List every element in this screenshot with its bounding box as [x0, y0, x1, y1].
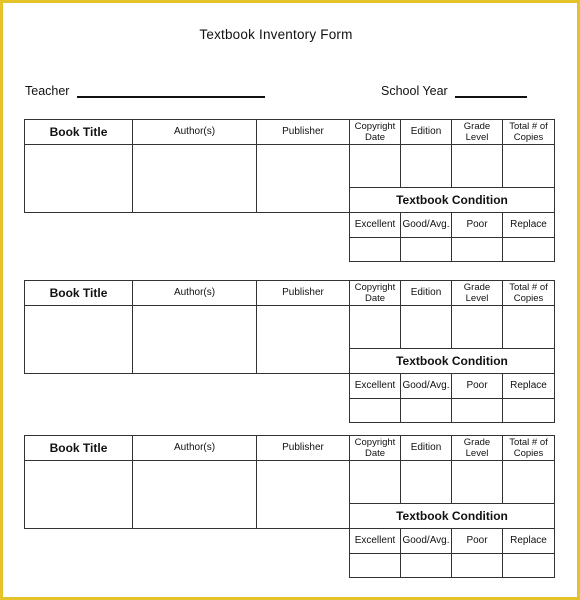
header-good-avg: Good/Avg. — [400, 373, 452, 399]
poor-cell[interactable] — [451, 553, 503, 578]
poor-cell[interactable] — [451, 398, 503, 423]
excellent-cell[interactable] — [349, 553, 401, 578]
header-good-avg: Good/Avg. — [400, 212, 452, 238]
copyright-date-cell[interactable] — [349, 305, 401, 349]
teacher-input-line[interactable] — [77, 82, 265, 98]
grade-level-cell[interactable] — [451, 305, 503, 349]
header-replace: Replace — [502, 212, 555, 238]
publisher-cell[interactable] — [256, 460, 350, 529]
replace-cell[interactable] — [502, 237, 555, 262]
authors-cell[interactable] — [132, 305, 257, 374]
grade-level-cell[interactable] — [451, 144, 503, 188]
teacher-field — [25, 82, 265, 98]
edition-cell[interactable] — [400, 305, 452, 349]
header-grade-level: Grade Level — [451, 435, 503, 461]
header-total-copies: Total # of Copies — [502, 280, 555, 306]
total-copies-cell[interactable] — [502, 460, 555, 504]
copyright-date-cell[interactable] — [349, 460, 401, 504]
header-excellent: Excellent — [349, 212, 401, 238]
inventory-block-2 — [24, 280, 555, 423]
good-avg-cell[interactable] — [400, 237, 452, 262]
school-year-label: School Year — [381, 84, 448, 98]
good-avg-cell[interactable] — [400, 553, 452, 578]
excellent-cell[interactable] — [349, 398, 401, 423]
header-edition: Edition — [400, 119, 452, 145]
grade-level-cell[interactable] — [451, 460, 503, 504]
header-replace: Replace — [502, 373, 555, 399]
header-authors: Author(s) — [132, 119, 257, 145]
replace-cell[interactable] — [502, 398, 555, 423]
header-grade-level: Grade Level — [451, 280, 503, 306]
header-replace: Replace — [502, 528, 555, 554]
header-edition: Edition — [400, 435, 452, 461]
authors-cell[interactable] — [132, 144, 257, 213]
total-copies-cell[interactable] — [502, 305, 555, 349]
textbook-condition-header: Textbook Condition — [349, 348, 555, 374]
header-excellent: Excellent — [349, 373, 401, 399]
header-good-avg: Good/Avg. — [400, 528, 452, 554]
teacher-label: Teacher — [25, 84, 70, 98]
book-title-cell[interactable] — [24, 305, 133, 374]
form-title: Textbook Inventory Form — [199, 27, 353, 42]
publisher-cell[interactable] — [256, 144, 350, 213]
edition-cell[interactable] — [400, 144, 452, 188]
header-poor: Poor — [451, 528, 503, 554]
header-copyright-date: Copyright Date — [349, 280, 401, 306]
book-title-cell[interactable] — [24, 144, 133, 213]
header-copyright-date: Copyright Date — [349, 119, 401, 145]
header-book-title: Book Title — [24, 280, 133, 306]
textbook-condition-header: Textbook Condition — [349, 187, 555, 213]
good-avg-cell[interactable] — [400, 398, 452, 423]
edition-cell[interactable] — [400, 460, 452, 504]
school-year-field — [381, 82, 527, 98]
header-publisher: Publisher — [256, 435, 350, 461]
header-poor: Poor — [451, 373, 503, 399]
copyright-date-cell[interactable] — [349, 144, 401, 188]
header-total-copies: Total # of Copies — [502, 435, 555, 461]
authors-cell[interactable] — [132, 460, 257, 529]
header-book-title: Book Title — [24, 435, 133, 461]
header-copyright-date: Copyright Date — [349, 435, 401, 461]
school-year-input-line[interactable] — [455, 82, 527, 98]
header-publisher: Publisher — [256, 119, 350, 145]
header-authors: Author(s) — [132, 280, 257, 306]
textbook-condition-header: Textbook Condition — [349, 503, 555, 529]
inventory-block-3 — [24, 435, 555, 578]
inventory-block-1 — [24, 119, 555, 262]
poor-cell[interactable] — [451, 237, 503, 262]
total-copies-cell[interactable] — [502, 144, 555, 188]
header-book-title: Book Title — [24, 119, 133, 145]
header-grade-level: Grade Level — [451, 119, 503, 145]
header-authors: Author(s) — [132, 435, 257, 461]
publisher-cell[interactable] — [256, 305, 350, 374]
header-total-copies: Total # of Copies — [502, 119, 555, 145]
replace-cell[interactable] — [502, 553, 555, 578]
header-publisher: Publisher — [256, 280, 350, 306]
excellent-cell[interactable] — [349, 237, 401, 262]
header-excellent: Excellent — [349, 528, 401, 554]
book-title-cell[interactable] — [24, 460, 133, 529]
header-edition: Edition — [400, 280, 452, 306]
header-poor: Poor — [451, 212, 503, 238]
